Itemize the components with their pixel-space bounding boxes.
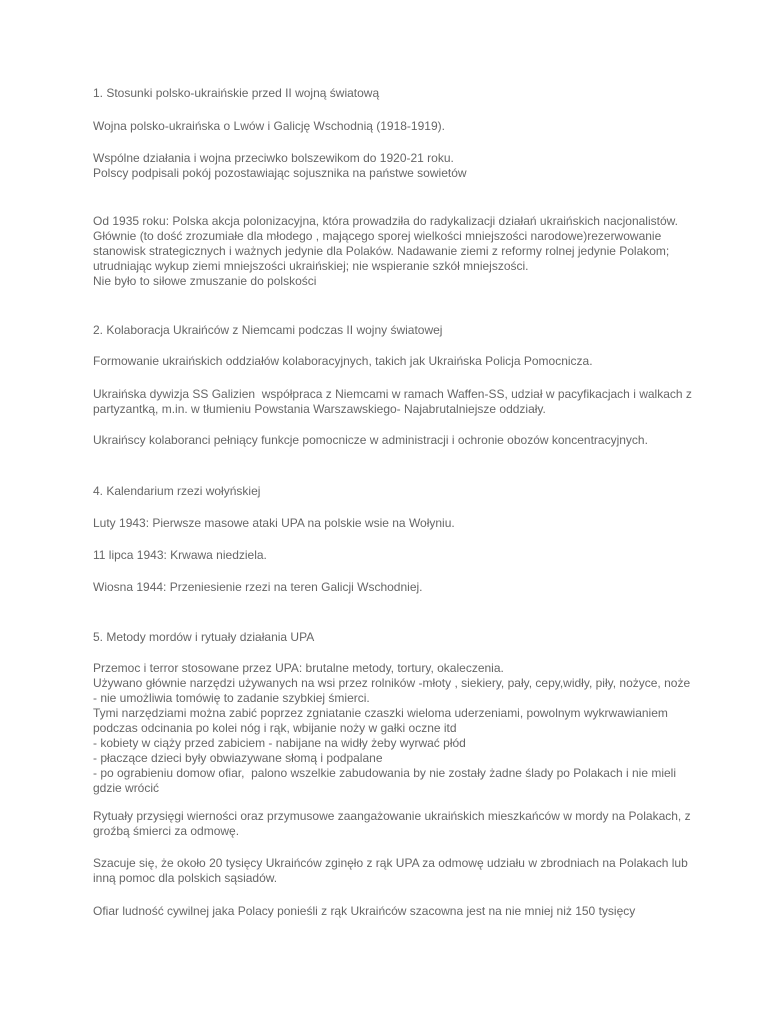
paragraph [93,904,693,919]
paragraph [93,433,693,448]
paragraph [93,548,693,563]
text-line: Od 1935 roku: Polska akcja polonizacyjna, która prowadziła do radykalizacji działań ukraińskich nacjonalistów. [93,214,678,228]
text-line: 11 lipca 1943: Krwawa niedziela. [93,548,267,562]
text-line: Używano głównie narzędzi używanych na wsi przez rolników -młoty , siekiery, pały, cepy,widły, piły, nożyce, noże [93,676,691,690]
paragraph [93,856,693,886]
text-line: stanowisk strategicznych i ważnych jedynie dla Polaków. Nadawanie ziemi z reformy rolnej jedynie Polakom; [93,244,670,258]
text-line: gdzie wrócić [93,781,160,795]
section-heading [93,323,693,338]
text-line: Przemoc i terror stosowane przez UPA: brutalne metody, tortury, okaleczenia. [93,661,504,675]
text-line: Polscy podpisali pokój pozostawiając sojusznika na państwe sowietów [93,166,467,180]
text-line: - nie umożliwia tomówię to zadanie szybkiej śmierci. [93,691,370,705]
paragraph [93,354,693,369]
text-line: utrudniając wykup ziemi mniejszości ukraińskiej; nie wspieranie szkół mniejszości. [93,259,529,273]
text-line: Ukraińska dywizja SS Galizien współpraca z Niemcami w ramach Waffen-SS, udział w pacyfikacjach i walkach z [93,387,692,401]
text-line: Ofiar ludność cywilnej jaka Polacy ponieśli z rąk Ukraińców szacowna jest na nie mniej niż 150 tysięcy [93,904,636,918]
text-line: inną pomoc dla polskich sąsiadów. [93,871,278,885]
section-4-heading: 4. Kalendarium rzezi wołyńskiej [93,484,261,498]
section-2-heading: 2. Kolaboracja Ukraińców z Niemcami podczas II wojny światowej [93,323,443,337]
text-line: partyzantką, m.in. w tłumieniu Powstania Warszawskiego- Najabrutalniejsze oddziały. [93,402,546,416]
text-line: Szacuje się, że około 20 tysięcy Ukraińców zginęło z rąk UPA za odmowę udziału w zbrodniach na Polakach lub [93,856,688,870]
text-line: Tymi narzędziami można zabić poprzez zgniatanie czaszki wieloma uderzeniami, powolnym wykrwawianiem [93,706,668,720]
section-heading [93,630,693,645]
paragraph [93,580,693,595]
paragraph [93,119,693,134]
section-1-heading: 1. Stosunki polsko-ukraińskie przed II wojną światową [93,86,380,100]
section-heading [93,484,693,499]
paragraph [93,516,693,531]
section-5-heading: 5. Metody mordów i rytuały działania UPA [93,630,315,644]
text-line: - płaczące dzieci były obwiazywane słomą i podpalane [93,751,383,765]
section-heading [93,86,693,101]
paragraph [93,809,693,839]
text-line: Wojna polsko-ukraińska o Lwów i Galicję Wschodnią (1918-1919). [93,119,445,133]
text-line: Nie było to siłowe zmuszanie do polskości [93,274,317,288]
text-line: Ukraińscy kolaboranci pełniący funkcje pomocnicze w administracji i ochronie obozów koncentracyjnych. [93,433,648,447]
text-line: - po ograbieniu domow ofiar, palono wszelkie zabudowania by nie zostały żadne ślady po Polakach i nie mieli [93,766,677,780]
paragraph [93,387,693,417]
text-line: podczas odcinania po kolei nóg i rąk, wbijanie noży w gałki oczne itd [93,721,457,735]
text-line: Wspólne działania i wojna przeciwko bolszewikom do 1920-21 roku. [93,151,454,165]
paragraph [93,214,693,289]
text-line: - kobiety w ciąży przed zabiciem - nabijane na widły żeby wyrwać płód [93,736,466,750]
paragraph [93,661,693,796]
text-line: Formowanie ukraińskich oddziałów kolaboracyjnych, takich jak Ukraińska Policja Pomocnicza. [93,354,593,368]
text-line: Luty 1943: Pierwsze masowe ataki UPA na polskie wsie na Wołyniu. [93,516,455,530]
text-line: groźbą śmierci za odmowę. [93,824,240,838]
text-line: Wiosna 1944: Przeniesienie rzezi na teren Galicji Wschodniej. [93,580,423,594]
text-line: Głównie (to dość zrozumiałe dla młodego , mającego sporej wielkości mniejszości narodowe)rezerwowanie [93,229,662,243]
text-line: Rytuały przysięgi wierności oraz przymusowe zaangażowanie ukraińskich mieszkańców w mordy na Polakach, z [93,809,691,823]
paragraph [93,151,693,181]
